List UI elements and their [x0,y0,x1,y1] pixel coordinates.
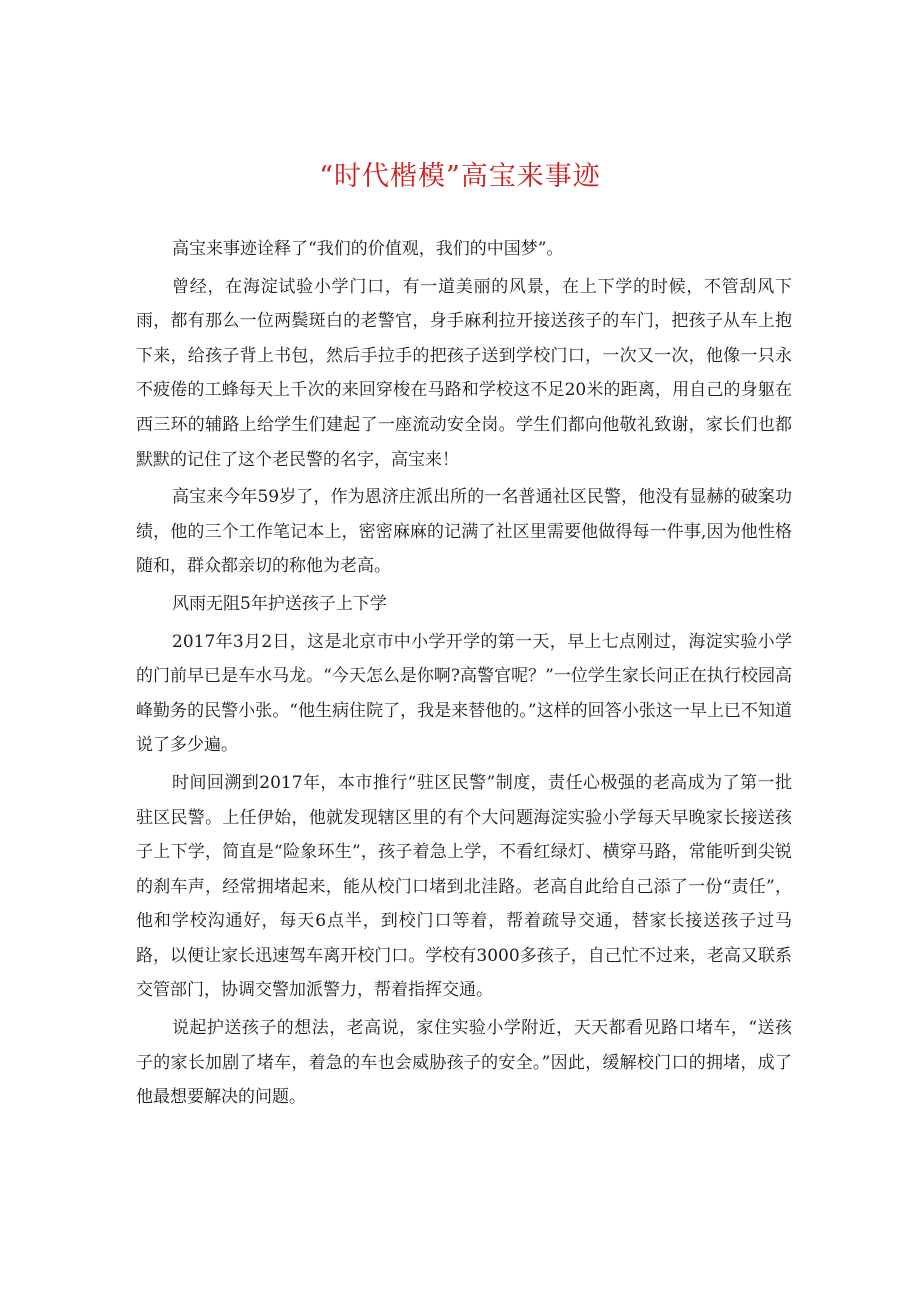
paragraph-background: 时间回溯到2017年，本市推行“驻区民警”制度，责任心极强的老高成为了第一批驻区民警。上任伊始，他就发现辖区里的有个大问题海淀实验小学每天早晚家长接送孩子上下学，简直是“险象环生”，孩子着急上学，不看红绿灯、横穿马路，常能听到尖锐的刹车声，经常拥堵起来，能从校门口堵到北洼路。老高自此给自己添了一份“责任”，他和学校沟通好，每天6点半，到校门口等着，帮着疏导交通，替家长接送孩子过马路，以便让家长迅速驾车离开校门口。学校有3000多孩子，自己忙不过来，老高又联系交管部门，协调交警加派警力，帮着指挥交通。 [136,772,792,1001]
section-heading: 风雨无阻5年护送孩子上下学 [172,593,387,614]
paragraph-motivation: 说起护送孩子的想法，老高说，家住实验小学附近，天天都看见路口堵车，“送孩子的家长加剧了堵车，着急的车也会威胁孩子的安全。”因此，缓解校门口的拥堵，成了他最想要解决的问题。 [136,1018,792,1108]
document-title: “时代楷模”高宝来事迹 [319,161,601,192]
paragraph-intro: 高宝来事迹诠释了“我们的价值观，我们的中国梦”。 [172,239,564,259]
document-body [136,232,792,1118]
paragraph-school-gate: 曾经，在海淀试验小学门口，有一道美丽的风景，在上下学的时候，不管刮风下雨，都有那么一位两鬓斑白的老警官，身手麻利拉开接送孩子的车门，把孩子从车上抱下来，给孩子背上书包，然后手拉手的把孩子送到学校门口，一次又一次，他像一只永不疲倦的工蜂每天上千次的来回穿梭在马路和学校这不足20米的距离，用自己的身躯在西三环的辅路上给学生们建起了一座流动安全岗。学生们都向他敬礼致谢，家长们也都默默的记住了这个老民警的名字，高宝来！ [136,276,792,470]
paragraph-school-opening: 2017年3月2日，这是北京市中小学开学的第一天，早上七点刚过，海淀实验小学的门前早已是车水马龙。“今天怎么是你啊?高警官呢？”一位学生家长问正在执行校园高峰勤务的民警小张。“他生病住院了，我是来替他的。”这样的回答小张这一早上已不知道说了多少遍。 [136,631,792,756]
paragraph-profile: 高宝来今年59岁了，作为恩济庄派出所的一名普通社区民警，他没有显赫的破案功绩，他的三个工作笔记本上，密密麻麻的记满了社区里需要他做得每一件事,因为他性格随和，群众都亲切的称他为老高。 [136,487,792,577]
